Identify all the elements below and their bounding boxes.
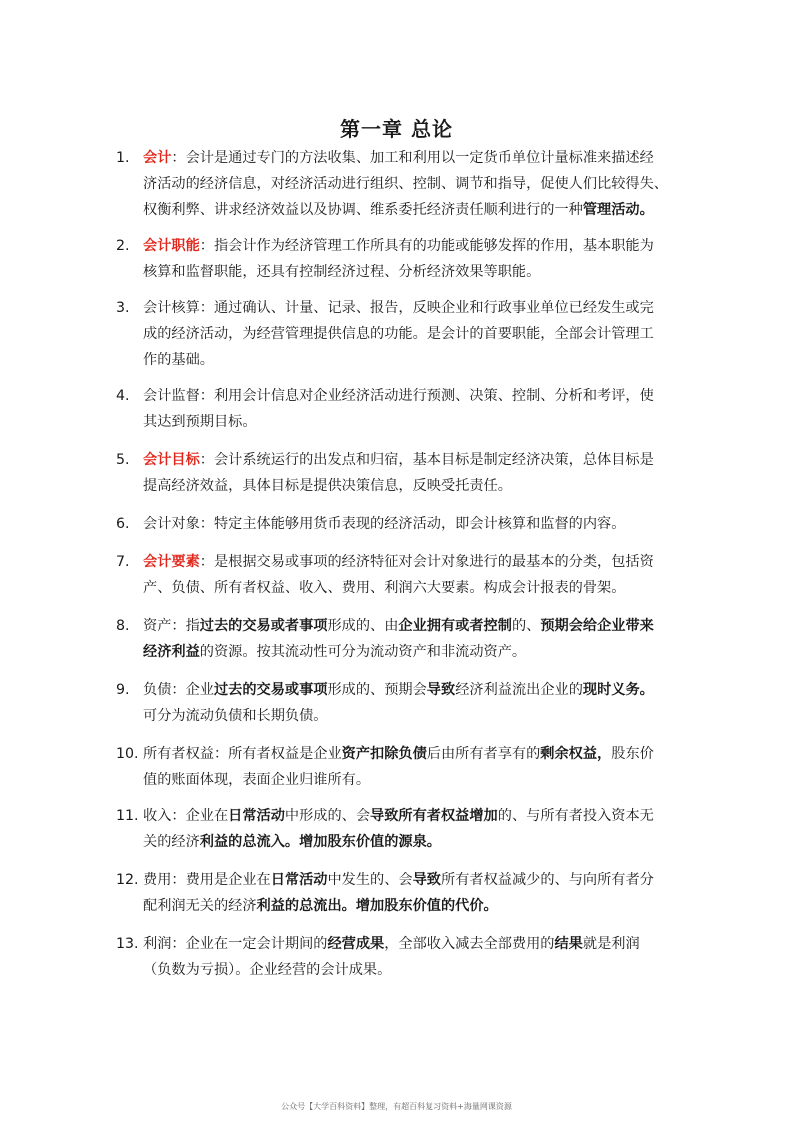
text-segment: 关的经济 (143, 834, 200, 850)
item-line (116, 867, 686, 893)
item-number: 13. (116, 936, 139, 952)
list-item (116, 741, 686, 793)
term-highlight: 会计目标 (143, 452, 200, 468)
item-number: 1. (116, 150, 130, 166)
list-item (116, 803, 686, 855)
item-line (116, 145, 686, 171)
text-segment: 收入：企业在 (143, 808, 229, 824)
text-segment: 配利润无关的经济 (143, 898, 257, 914)
text-segment: 值的账面体现，表面企业归谁所有。 (143, 772, 371, 788)
item-line (116, 511, 686, 537)
item-line (116, 931, 686, 957)
text-segment: 形成的、由 (327, 618, 399, 634)
item-line (116, 347, 686, 373)
text-segment: 的资源。按其流动性可分为流动资产和非流动资产。 (199, 644, 527, 660)
bold-text: 日常活动 (270, 872, 328, 888)
item-line (116, 295, 686, 321)
text-segment: ：是根据交易或事项的经济特征对会计对象进行的最基本的分类，包括资 (199, 554, 654, 570)
item-number: 10. (116, 746, 139, 762)
bold-text: 导致 (412, 872, 441, 888)
item-line (116, 409, 686, 435)
text-segment: 费用：费用是企业在 (143, 872, 271, 888)
item-line (116, 703, 686, 729)
text-segment: 后由所有者享有的 (426, 746, 541, 762)
text-segment: 经济利益流出企业的 (455, 682, 583, 698)
list-item (116, 677, 686, 729)
bold-text: 结果 (554, 936, 583, 952)
item-number: 6. (116, 516, 130, 532)
item-line (116, 829, 686, 855)
footer-note: 公众号【大学百科资料】整理，有超百科复习资料+海量网课资源 (281, 1102, 512, 1111)
text-segment: 其达到预期目标。 (143, 414, 257, 430)
list-item (116, 145, 686, 223)
item-number: 12. (116, 872, 139, 888)
list-item (116, 447, 686, 499)
list-item (116, 511, 686, 537)
item-line (116, 957, 686, 983)
item-line (116, 575, 686, 601)
bold-text: 资产扣除负债 (341, 746, 427, 762)
bold-text: 导致 (426, 682, 456, 698)
list-item (116, 295, 686, 373)
term-highlight: 会计职能 (143, 238, 200, 254)
bold-text: 现时义务。 (582, 682, 654, 698)
text-segment: 可分为流动负债和长期负债。 (143, 708, 328, 724)
item-line (116, 767, 686, 793)
text-segment: 核算和监督职能，还具有控制经济过程、分析经济效果等职能。 (143, 264, 541, 280)
bold-text: 导致所有者权益增加 (370, 808, 498, 824)
text-segment: 会计对象：特定主体能够用货币表现的经济活动，即会计核算和监督的内容。 (143, 516, 626, 532)
text-segment: 负债：企业 (143, 682, 214, 698)
list-item (116, 383, 686, 435)
item-line (116, 233, 686, 259)
bold-text: 过去的交易或事项 (213, 682, 328, 698)
text-segment: 就是利润 (582, 936, 640, 952)
page-title: 第一章 总论 (340, 117, 453, 141)
item-line (116, 549, 686, 575)
bold-text: 经营成果 (327, 936, 385, 952)
item-line (116, 613, 686, 639)
bold-text: 经济利益 (143, 644, 200, 660)
text-segment: 中发生的、会 (327, 872, 413, 888)
item-number: 9. (116, 682, 130, 698)
text-segment: 资产：指 (143, 618, 200, 634)
text-segment: 所有者权益：所有者权益是企业 (143, 746, 342, 762)
list-item (116, 867, 686, 919)
term-highlight: 会计要素 (143, 554, 200, 570)
text-segment: 形成的、预期会 (327, 682, 427, 698)
bold-text: 过去的交易或者事项 (199, 618, 328, 634)
text-segment: ：指会计作为经济管理工作所具有的功能或能够发挥的作用，基本职能为 (199, 238, 654, 254)
text-segment: 作的基础。 (143, 352, 214, 368)
text-segment: 会计监督：利用会计信息对企业经济活动进行预测、决策、控制、分析和考评，使 (143, 388, 654, 404)
list-item (116, 233, 686, 285)
item-line (116, 741, 686, 767)
bold-text: 管理活动。 (582, 202, 654, 218)
text-segment: 的、 (511, 618, 541, 634)
text-segment: ：会计是通过专门的方法收集、加工和利用以一定货币单位计量标准来描述经 (171, 150, 654, 166)
bold-text: 剩余权益， (540, 746, 612, 762)
item-line (116, 171, 686, 197)
item-number: 11. (116, 808, 139, 824)
text-segment: 产、负债、所有者权益、收入、费用、利润六大要素。构成会计报表的骨架。 (143, 580, 626, 596)
text-segment: ：会计系统运行的出发点和归宿，基本目标是制定经济决策，总体目标是 (199, 452, 654, 468)
item-number: 2. (116, 238, 130, 254)
item-line (116, 473, 686, 499)
text-segment: 会计核算：通过确认、计量、记录、报告，反映企业和行政事业单位已经发生或完 (143, 300, 654, 316)
item-number: 8. (116, 618, 130, 634)
item-number: 5. (116, 452, 130, 468)
text-segment: 提高经济效益，具体目标是提供决策信息，反映受托责任。 (143, 478, 512, 494)
text-segment: 股东价 (611, 746, 654, 762)
list-item (116, 549, 686, 601)
item-line (116, 639, 686, 665)
text-segment: 所有者权益减少的、与向所有者分 (441, 872, 654, 888)
bold-text: 预期会给企业带来 (540, 618, 654, 634)
bold-text: 利益的总流出。增加股东价值的代价。 (256, 898, 498, 914)
item-line (116, 447, 686, 473)
bold-text: 日常活动 (228, 808, 285, 824)
text-segment: 济活动的经济信息，对经济活动进行组织、控制、调节和指导，促使人们比较得失、 (143, 176, 668, 192)
item-line (116, 893, 686, 919)
item-number: 7. (116, 554, 130, 570)
item-line (116, 259, 686, 285)
item-line (116, 803, 686, 829)
text-segment: （负数为亏损）。企业经营的会计成果。 (143, 962, 392, 978)
list-item (116, 613, 686, 665)
text-segment: ，全部收入减去全部费用的 (384, 936, 555, 952)
bold-text: 企业拥有或者控制 (398, 618, 512, 634)
item-line (116, 321, 686, 347)
item-number: 4. (116, 388, 130, 404)
text-segment: 成的经济活动，为经营管理提供信息的功能。是会计的首要职能，全部会计管理工 (143, 326, 654, 342)
item-line (116, 677, 686, 703)
item-number: 3. (116, 300, 130, 316)
text-segment: 的、与所有者投入资本无 (497, 808, 654, 824)
bold-text: 利益的总流入。增加股东价值的源泉。 (199, 834, 441, 850)
text-segment: 权衡利弊、讲求经济效益以及协调、维系委托经济责任顺利进行的一种 (143, 202, 583, 218)
list-item (116, 931, 686, 983)
term-highlight: 会计 (143, 150, 172, 166)
item-line (116, 383, 686, 409)
text-segment: 利润：企业在一定会计期间的 (143, 936, 328, 952)
text-segment: 中形成的、会 (284, 808, 371, 824)
item-line (116, 197, 686, 223)
